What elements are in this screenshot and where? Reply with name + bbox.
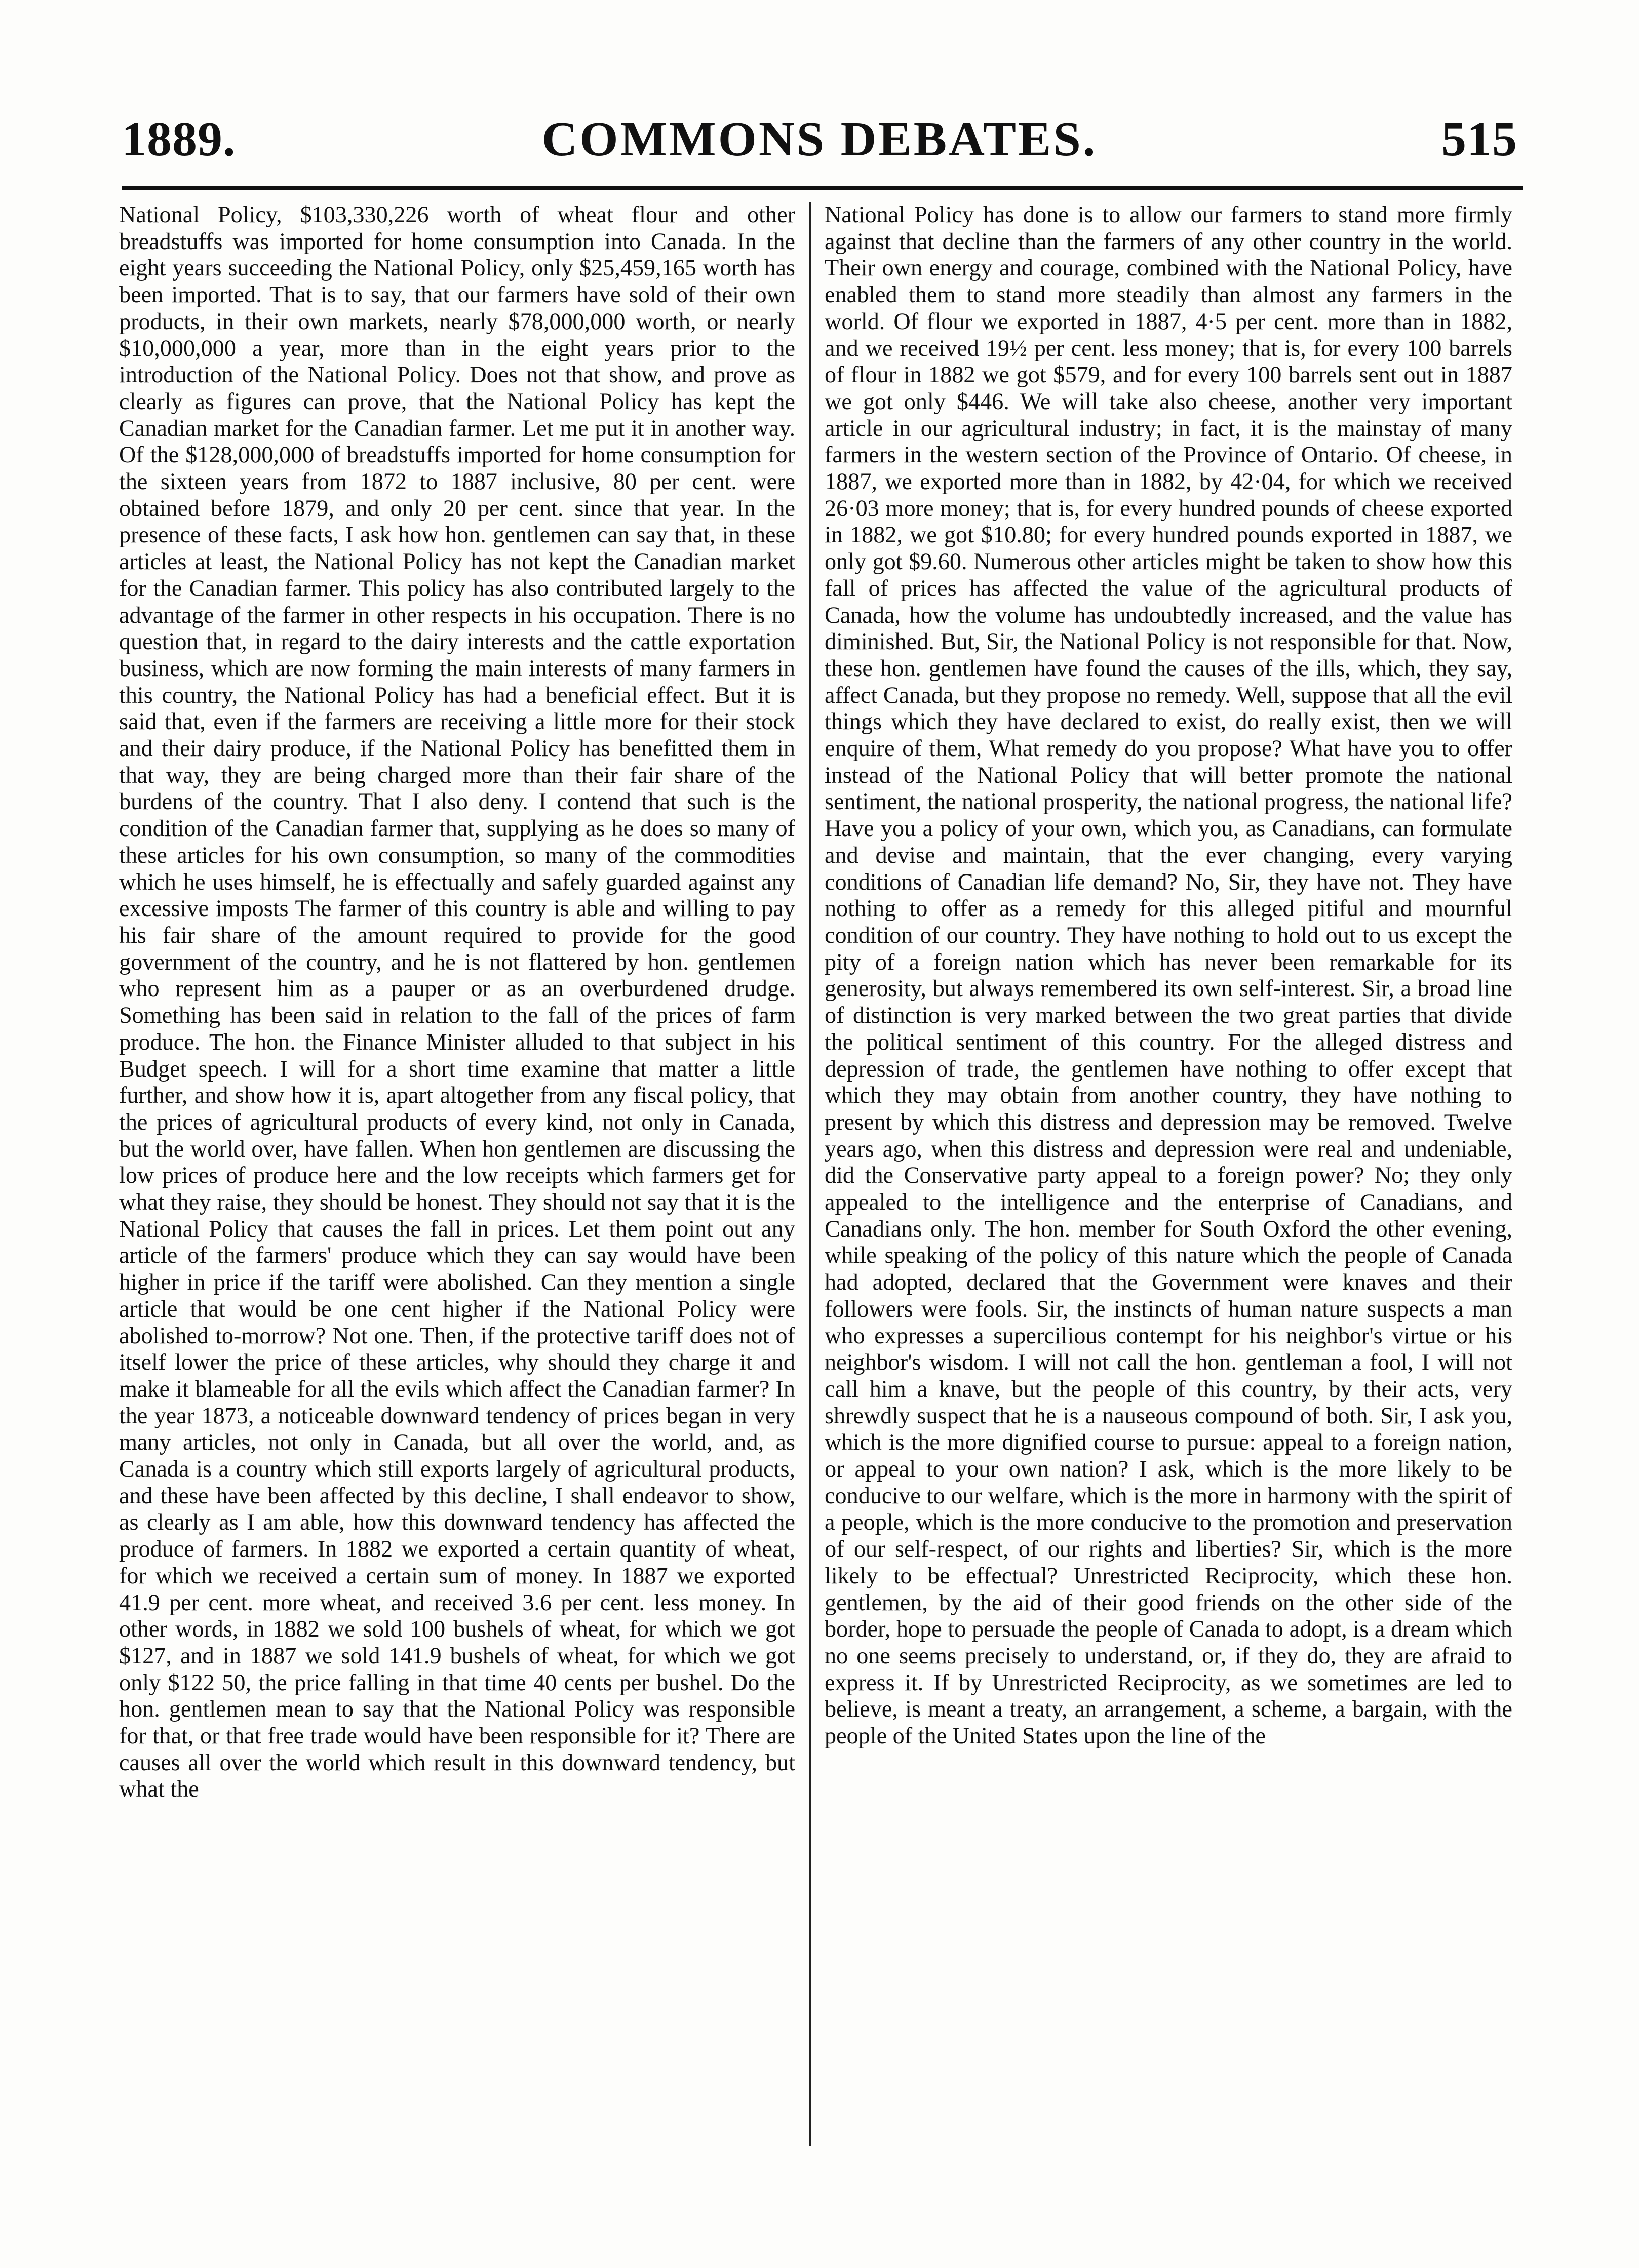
- page-number: 515: [1441, 112, 1517, 167]
- publication-title: COMMONS DEBATES.: [541, 112, 1098, 167]
- column-right-text: National Policy has done is to allow our farmers to stand more firmly against that decline than the farmers of any other country in the world. Their own energy and courage, combined with the National Policy, have enabled them to stand more steadily than almost any farmers in the world. Of flour we exported in 1887, 4·5 per cent. more than in 1882, and we received 19½ per cent. less money; that is, for every 100 barrels of flour in 1882 we got $579, and for every 100 barrels sent out in 1887 we got only $446. We will take also cheese, another very important article in our agricultural industry; in fact, it is the mainstay of many farmers in the western section of the Province of Ontario. Of cheese, in 1887, we exported more than in 1882, by 42·04, for which we received 26·03 more money; that is, for every hundred pounds of cheese exported in 1882, we got $10.80; for every hundred pounds exported in 1887, we only got $9.60. Numerous other articles might be taken to show how this fall of prices has affected the value of the agricultural products of Canada, how the volume has undoubtedly increased, and the value has diminished. But, Sir, the National Policy is not responsible for that. Now, these hon. gentlemen have found the causes of the ills, which, they say, affect Canada, but they propose no remedy. Well, suppose that all the evil things which they have declared to exist, do really exist, then we will enquire of them, What remedy do you propose? What have you to offer instead of the National Policy that will better promote the national sentiment, the national prosperity, the national progress, the national life? Have you a policy of your own, which you, as Canadians, can formulate and devise and maintain, that the ever changing, every varying conditions of Canadian life demand? No, Sir, they have not. They have nothing to offer as a remedy for this alleged pitiful and mournful condition of our country. They have nothing to hold out to us except the pity of a foreign nation which has never been remarkable for its generosity, but always remembered its own self-interest. Sir, a broad line of distinction is very marked between the two great parties that divide the political sentiment of this country. For the alleged distress and depression of trade, the gentlemen have nothing to offer except that which they may obtain from another country, they have nothing to present by which this distress and depression may be removed. Twelve years ago, when this distress and depression were real and undeniable, did the Conservative party appeal to a foreign power? No; they only appealed to the intelligence and the enterprise of Canadians, and Canadians only. The hon. member for South Oxford the other evening, while speaking of the policy of this nature which the people of Canada had adopted, declared that the Government were knaves and their followers were fools. Sir, the instincts of human nature suspects a man who expresses a supercilious contempt for his neighbor's virtue or his neighbor's wisdom. I will not call the hon. gentleman a fool, I will not call him a knave, but the people of this country, by their acts, very shrewdly suspect that he is a nauseous compound of both. Sir, I ask you, which is the more dignified course to pursue: appeal to a foreign nation, or appeal to your own nation? I ask, which is the more likely to be conducive to our welfare, which is the more in harmony with the spirit of a people, which is the more conducive to the promotion and preservation of our self-respect, of our rights and liberties? Sir, which is the more likely to be effectual? Unrestricted Reciprocity, which these hon. gentlemen, by the aid of their good friends on the other side of the border, hope to persuade the people of Canada to adopt, is a dream which no one seems precisely to understand, or, if they do, they are afraid to express it. If by Unrestricted Reciprocity, as we sometimes are led to believe, is meant a treaty, an arrangement, a scheme, a bargain, with the people of the United States upon the line of the: [825, 202, 1512, 1749]
- header-rule: [122, 186, 1523, 190]
- column-left-text: National Policy, $103,330,226 worth of wheat flour and other breadstuffs was imported for home consumption into Canada. In the eight years succeeding the National Policy, only $25,459,165 worth has been imported. That is to say, that our farmers have sold of their own products, in their own markets, nearly $78,000,000 worth, or nearly $10,000,000 a year, more than in the eight years prior to the introduction of the National Policy. Does not that show, and prove as clearly as figures can prove, that the National Policy has kept the Canadian market for the Canadian farmer. Let me put it in another way. Of the $128,000,000 of breadstuffs imported for home consumption for the sixteen years from 1872 to 1887 inclusive, 80 per cent. were obtained before 1879, and only 20 per cent. since that year. In the presence of these facts, I ask how hon. gentlemen can say that, in these articles at least, the National Policy has not kept the Canadian market for the Canadian farmer. This policy has also contributed largely to the advantage of the farmer in other respects in his occupation. There is no question that, in regard to the dairy interests and the cattle exportation business, which are now forming the main interests of many farmers in this country, the National Policy has had a beneficial effect. But it is said that, even if the farmers are receiving a little more for their stock and their dairy produce, if the National Policy has benefitted them in that way, they are being charged more than their fair share of the burdens of the country. That I also deny. I contend that such is the condition of the Canadian farmer that, supplying as he does so many of these articles for his own consumption, so many of the commodities which he uses himself, he is effectually and safely guarded against any excessive imposts The farmer of this country is able and willing to pay his fair share of the amount required to provide for the good government of the country, and he is not flattered by hon. gentlemen who represent him as a pauper or as an overburdened drudge. Something has been said in relation to the fall of the prices of farm produce. The hon. the Finance Minister alluded to that subject in his Budget speech. I will for a short time examine that matter a little further, and show how it is, apart altogether from any fiscal policy, that the prices of agricultural products of every kind, not only in Canada, but the world over, have fallen. When hon gentlemen are discussing the low prices of produce here and the low receipts which farmers get for what they raise, they should be honest. They should not say that it is the National Policy that causes the fall in prices. Let them point out any article of the farmers' produce which they can say would have been higher in price if the tariff were abolished. Can they mention a single article that would be one cent higher if the National Policy were abolished to-morrow? Not one. Then, if the protective tariff does not of itself lower the price of these articles, why should they charge it and make it blameable for all the evils which affect the Canadian farmer? In the year 1873, a noticeable downward tendency of prices began in very many articles, not only in Canada, but all over the world, and, as Canada is a country which still exports largely of agricultural products, and these have been affected by this decline, I shall endeavor to show, as clearly as I am able, how this downward tendency has affected the produce of farmers. In 1882 we exported a certain quantity of wheat, for which we received a certain sum of money. In 1887 we exported 41.9 per cent. more wheat, and received 3.6 per cent. less money. In other words, in 1882 we sold 100 bushels of wheat, for which we got $127, and in 1887 we sold 141.9 bushels of wheat, for which we got only $122 50, the price falling in that time 40 cents per bushel. Do the hon. gentlemen mean to say that the National Policy was responsible for that, or that free trade would have been responsible for it? There are causes all over the world which result in this downward tendency, but what the: [119, 202, 795, 1802]
- page-year: 1889.: [122, 112, 236, 167]
- page-header: [122, 111, 1517, 177]
- text-column-left: [119, 202, 795, 2151]
- column-divider: [809, 202, 811, 2146]
- text-column-right: [825, 202, 1512, 2151]
